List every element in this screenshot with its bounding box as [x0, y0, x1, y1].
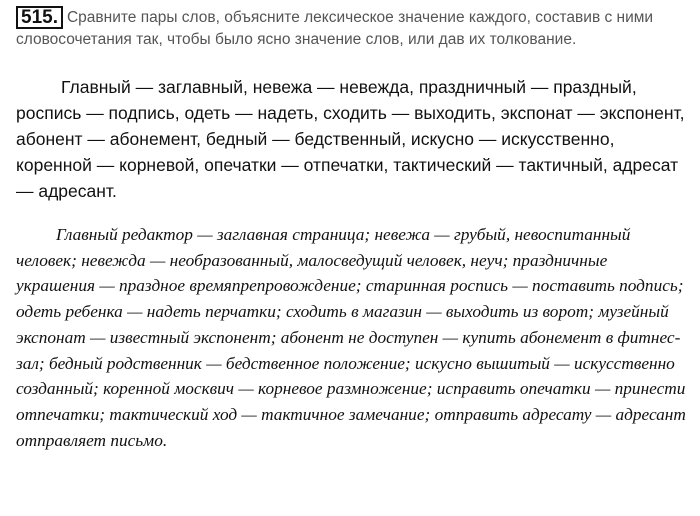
word-pairs-paragraph: Главный — заглавный, невежа — невежда, праздничный — праздный, роспись — подпись, одеть — надеть, сходить — выходить, экспонат — экспонент, абонент — абонемент, бедный — бедственный, искусно — искусственно, коренной — корневой, опечатки — отпечатки, тактический — тактичный, адресат — адресант. [16, 77, 685, 201]
exercise-instruction-block [16, 6, 686, 50]
exercise-number: 515. [16, 6, 63, 29]
answer-paragraph: Главный редактор — заглавная страница; невежа — грубый, невоспитанный человек; невежда — необразованный, малосведущий человек, неуч; праздничные украшения — праздное времяпрепровождение; старинная роспись — поставить подпись; одеть ребенка — надеть перчатки; сходить в магазин — выходить из ворот; музейный экспонат — известный экспонент; абонент не доступен — купить абонемент в фитнес- зал; бедный родственник — бедственное положение; искусно вышитый — искусственно созданный; коренной москвич — корневое размножение; исправить опечатки — принести отпечатки; тактический ход — тактичное замечание; отправить адресату — адресант отправляет письмо. [16, 225, 686, 450]
exercise-instruction: Сравните пары слов, объясните лексическое значение каждого, составив с ними словосочетания так, чтобы было ясно значение слов, или дав их толкование. [16, 9, 654, 48]
